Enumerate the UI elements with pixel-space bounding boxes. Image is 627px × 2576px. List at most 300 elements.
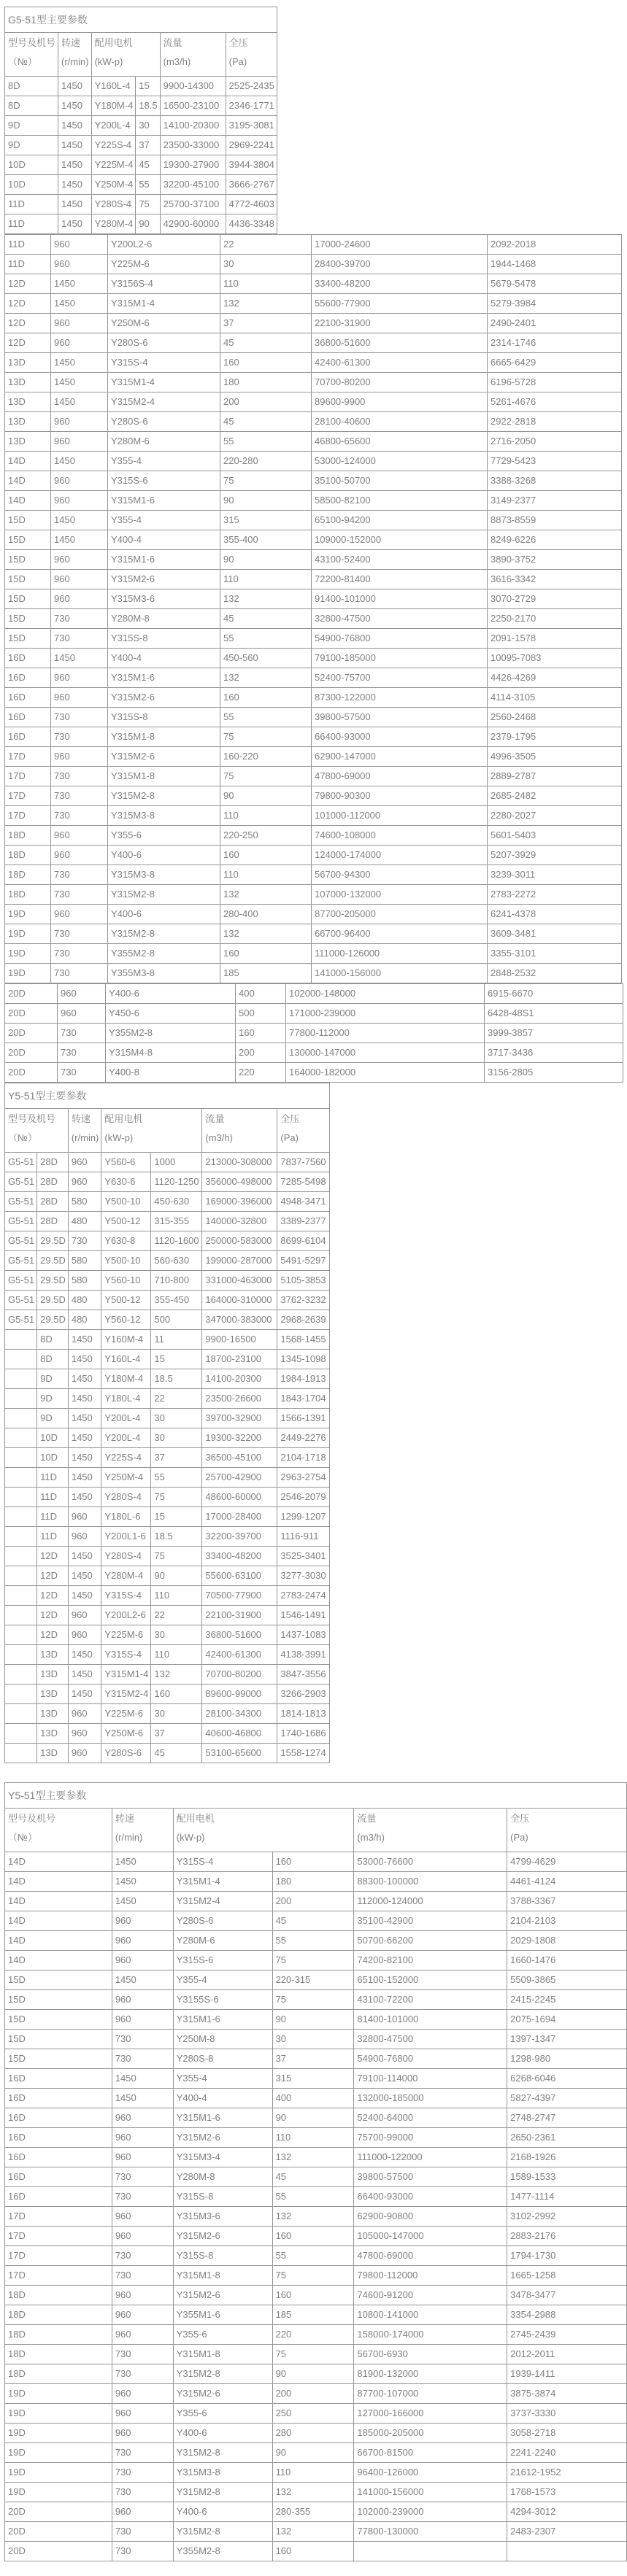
table-cell: 55 [272,2187,354,2207]
table-row [5,964,622,983]
table-row [5,235,622,255]
table-cell: 185000-205000 [354,2424,507,2443]
table-cell: 730 [112,2463,173,2483]
table-cell: 91400-101000 [312,589,488,609]
table-cell: 21612-1952 [507,2463,627,2483]
table-cell: 280-355 [272,2502,354,2522]
table-cell: 1740-1686 [277,1724,330,1744]
table-cell: 12D [5,314,51,333]
table-cell: 62900-90800 [354,2207,507,2227]
table-cell: 730 [112,2364,173,2384]
table-cell: Y250M-4 [101,1468,151,1488]
table-row [5,432,622,452]
table-cell: Y180L-4 [101,1389,151,1409]
table-cell: 4426-4269 [488,668,622,688]
table-cell: 13D [37,1685,69,1704]
table-cell: 14D [5,1892,112,1911]
table-cell: 55 [220,708,312,727]
table-cell: 160 [220,353,312,373]
table-cell: 2716-2050 [488,432,622,452]
table-row [5,629,622,649]
table-cell: 1450 [58,155,92,175]
table-cell: Y400-6 [173,2502,272,2522]
table-cell: 8D [5,77,58,96]
table-cell: 2968-2639 [277,1310,330,1330]
table-row [5,786,622,806]
table-cell: 960 [112,2108,173,2128]
table-cell: 2883-2176 [507,2227,627,2246]
table-row [5,550,622,570]
table-cell [5,1625,37,1645]
table-cell: 960 [51,412,108,432]
table-row [5,155,277,175]
table-cell: 185 [220,964,312,983]
table-cell: 8D [37,1350,69,1369]
table-cell: Y200L-4 [91,116,136,136]
table-row [5,1527,330,1547]
table-cell: 6915-6670 [485,984,623,1004]
table-cell: 11D [5,195,58,214]
column-header: 全压 (Pa) [277,1109,330,1153]
table-row [5,2167,627,2187]
table-cell: 52400-75700 [312,668,488,688]
table-cell: 13D [37,1724,69,1744]
table-row [5,747,622,767]
table-cell: 13D [37,1665,69,1685]
table-cell: 2922-2818 [488,412,622,432]
table-cell: 1450 [68,1389,101,1409]
table-row [5,2325,627,2345]
table-cell [5,1547,37,1566]
table-cell: 960 [112,2128,173,2148]
table-row [5,2305,627,2325]
table-cell: 15D [5,1970,112,1990]
table-cell: 4138-3991 [277,1645,330,1665]
table-cell: Y280M-8 [173,2167,272,2187]
table-cell: Y355M1-6 [173,2305,272,2325]
table-cell: 3058-2718 [507,2424,627,2443]
table-cell: 28D [37,1153,69,1172]
table-cell: Y280S-4 [101,1488,151,1507]
table-cell: 730 [112,2246,173,2266]
table-cell: 28100-34300 [202,1704,277,1724]
table-cell: 132 [272,2483,354,2502]
table-cell: Y355-4 [173,2069,272,2089]
table-row [5,1271,330,1291]
table-cell: 4294-3012 [507,2502,627,2522]
table-cell: 200 [220,392,312,412]
column-header: 流量 (m3/h) [354,1809,507,1852]
table-cell: 580 [68,1192,101,1212]
table-cell: 11D [37,1468,69,1488]
table-cell: 3616-3342 [488,570,622,589]
table-cell: 22 [151,1389,202,1409]
table-row [5,1566,330,1586]
table-cell: 1450 [51,452,108,471]
table-cell: 39800-57500 [354,2167,507,2187]
table-cell: 160 [151,1685,202,1704]
table-cell: 132 [151,1665,202,1685]
table-cell: 1665-1258 [507,2266,627,2286]
table-row [5,333,622,353]
table-row [5,885,622,905]
table-row [5,530,622,550]
table-cell: G5-51 [5,1231,37,1251]
table-cell: Y315M3-8 [108,806,220,826]
table-cell: 28400-39700 [312,255,488,274]
table-cell: 16D [5,2069,112,2089]
table-cell: 1984-1913 [277,1369,330,1389]
table-cell: 730 [112,2345,173,2364]
table-cell: Y500-10 [101,1192,151,1212]
table-cell: 42900-60000 [160,214,226,234]
table-cell: 960 [51,826,108,846]
table-row [5,2227,627,2246]
table-cell: 66700-96400 [312,924,488,944]
table-cell: 10D [5,175,58,195]
table-cell: 28D [37,1212,69,1231]
table-cell: 730 [51,708,108,727]
table-cell: 3156-2805 [485,1063,623,1083]
table-cell: 960 [112,2305,173,2325]
table-cell: 1450 [112,1892,173,1911]
table-cell: Y450-6 [106,1004,236,1024]
table-cell: 30 [220,255,312,274]
table-cell: 5279-3984 [488,294,622,314]
table-cell: 960 [68,1606,101,1625]
table-row [5,1251,330,1271]
table-cell: 32800-47500 [312,609,488,629]
table-cell: 14D [5,1852,112,1872]
table-cell: 3788-3367 [507,1892,627,1911]
table-cell: 960 [112,2404,173,2424]
table-cell: 730 [51,924,108,944]
table-cell: 16D [5,2089,112,2108]
table-cell: 960 [112,2010,173,2030]
table-cell: 110 [272,2463,354,2483]
table-row [5,314,622,333]
table-cell: Y200L1-6 [101,1527,151,1547]
table-cell: 169000-396000 [202,1192,277,1212]
table-cell: 23500-33000 [160,136,226,155]
table-row [5,412,622,432]
table-cell: 1450 [112,1852,173,1872]
table-cell: 250 [272,2404,354,2424]
table-cell: 1566-1391 [277,1409,330,1428]
table-cell: 400 [272,2089,354,2108]
table-cell: 2650-2361 [507,2128,627,2148]
table-cell: 2346-1771 [226,96,277,116]
table-row [5,1330,330,1350]
table-row [5,1852,627,1872]
table-cell: 960 [51,688,108,708]
table-cell: 480 [68,1212,101,1231]
table-cell: 132 [272,2522,354,2542]
table-cell: Y630-6 [101,1172,151,1192]
table-cell: 1450 [51,373,108,392]
table-cell: 45 [220,333,312,353]
table-row [5,2010,627,2030]
table-cell: G5-51 [5,1192,37,1212]
table-cell: 347000-383000 [202,1310,277,1330]
table-cell: 960 [112,2384,173,2404]
table-cell: 87700-205000 [312,905,488,924]
table-cell: 45 [272,1911,354,1931]
table-cell: 5827-4397 [507,2089,627,2108]
table-row [5,2108,627,2128]
y5-51-mid-params-table [4,1083,330,1763]
table-cell: 3239-3011 [488,865,622,885]
table-cell: 1450 [51,392,108,412]
table-cell: 19D [5,2424,112,2443]
table-cell [354,2542,507,2561]
table-cell [5,1685,37,1704]
table-cell: 10D [37,1448,69,1468]
table-row [5,2463,627,2483]
table-cell: 5491-5297 [277,1251,330,1271]
table-cell: 10800-141000 [354,2305,507,2325]
table-cell: 450-560 [220,649,312,668]
table-cell: 79800-112000 [354,2266,507,2286]
table-cell: Y280M-8 [108,609,220,629]
table-cell: 164000-182000 [286,1063,485,1083]
table-cell: 14100-20300 [202,1369,277,1389]
table-cell: Y315M1-6 [108,491,220,511]
table-cell: 730 [58,1063,106,1083]
table-cell: 960 [112,2227,173,2246]
table-cell: 18D [5,2364,112,2384]
table-cell: 75700-99000 [354,2128,507,2148]
table-cell: G5-51 [5,1271,37,1291]
table-cell: 13D [5,412,51,432]
table-row [5,668,622,688]
table-cell: 72200-81400 [312,570,488,589]
table-cell: 111000-126000 [312,944,488,964]
table-cell: 4799-4629 [507,1852,627,1872]
table-row [5,2187,627,2207]
table-cell: Y400-6 [106,984,236,1004]
table-cell: 3389-2377 [277,1212,330,1231]
table-cell: 160 [272,1852,354,1872]
table-cell: Y315S-4 [101,1645,151,1665]
table-row [5,1990,627,2010]
table-title-row [5,7,277,33]
column-header: 全压 (Pa) [226,33,277,77]
table-cell: 8249-6226 [488,530,622,550]
table-cell: 2280-2027 [488,806,622,826]
table-cell: 9D [37,1369,69,1389]
table-cell: 16D [5,668,51,688]
table-cell: 22100-31900 [312,314,488,333]
table-cell: Y315M2-8 [108,885,220,905]
table-cell: 33400-48200 [312,274,488,294]
table-cell: 7729-5423 [488,452,622,471]
table-row [5,1004,623,1024]
table-cell: Y355M2-8 [108,944,220,964]
table-cell: 2104-2103 [507,1911,627,1931]
table-cell: 3266-2903 [277,1685,330,1704]
table-cell: 730 [51,865,108,885]
table-cell: Y180L-6 [101,1507,151,1527]
table-cell: 1450 [68,1448,101,1468]
table-cell: 18D [5,2345,112,2364]
table-row [5,2069,627,2089]
table-cell: Y315M3-6 [173,2207,272,2227]
table-cell [5,1606,37,1625]
table-cell: 55 [220,432,312,452]
table-cell: Y200L2-6 [108,235,220,255]
table-cell: Y280S-6 [108,412,220,432]
table-row [5,2266,627,2286]
table-cell: 102000-239000 [354,2502,507,2522]
table-cell: 55600-77900 [312,294,488,314]
table-cell: 3478-3477 [507,2286,627,2305]
table-cell: 15D [5,2049,112,2069]
table-cell: Y315S-6 [173,1951,272,1970]
table-cell: 960 [112,1951,173,1970]
table-cell: 960 [68,1153,101,1172]
table-cell: 1814-1813 [277,1704,330,1724]
table-cell: Y315M2-8 [173,2443,272,2463]
table-cell: 15 [151,1350,202,1369]
table-cell: 18D [5,2325,112,2345]
table-cell: 9D [37,1389,69,1409]
table-cell: 9D [37,1409,69,1428]
table-cell: Y315M2-4 [101,1685,151,1704]
table-cell: 8D [5,96,58,116]
table-row [5,294,622,314]
table-cell: 15 [136,77,160,96]
table-cell: Y315M2-8 [108,924,220,944]
table-cell: 16500-23100 [160,96,226,116]
table-cell: 11D [5,214,58,234]
table-cell: Y280M-4 [91,214,136,234]
table-row [5,1586,330,1606]
table-cell [5,1645,37,1665]
table-cell: Y315M2-8 [173,2522,272,2542]
table-cell [5,1665,37,1685]
table-cell: 1450 [51,274,108,294]
table-cell: 3875-3874 [507,2384,627,2404]
table-cell: 7837-7560 [277,1153,330,1172]
table-cell: Y3155S-6 [173,1990,272,2010]
column-header: 流量 (m3/h) [202,1109,277,1153]
table-cell: 36800-51600 [202,1625,277,1645]
table-cell: 5105-3853 [277,1271,330,1291]
table-cell: 18D [5,826,51,846]
table-cell: 15D [5,570,51,589]
table-cell [5,1488,37,1507]
table-cell: 960 [68,1527,101,1547]
table-cell: 3762-3232 [277,1291,330,1310]
table-cell: 90 [272,2364,354,2384]
table-cell: 960 [51,432,108,452]
table-cell: 110 [220,865,312,885]
table-cell: 3737-3330 [507,2404,627,2424]
table-cell: 7285-5498 [277,1172,330,1192]
table-cell: Y355-4 [108,511,220,530]
table-cell: Y315M3-8 [173,2463,272,2483]
table-row [5,1369,330,1389]
table-cell: 13D [37,1645,69,1665]
table-cell: Y280M-6 [173,1931,272,1951]
table-cell: Y280S-6 [101,1744,151,1763]
table-cell: 29.5D [37,1310,69,1330]
table-cell: 15D [5,2030,112,2049]
table-cell: 5679-5478 [488,274,622,294]
table-cell: Y355M2-8 [173,2542,272,2561]
table-cell: 90 [272,2443,354,2463]
table-cell: 35100-50700 [312,471,488,491]
table-cell: 4948-3471 [277,1192,330,1212]
table-cell: 22100-31900 [202,1606,277,1625]
table-cell: Y250M-8 [173,2030,272,2049]
table-cell: 200 [272,1892,354,1911]
table-cell: 9900-14300 [160,77,226,96]
table-row [5,1970,627,1990]
table-row [5,373,622,392]
table-cell: Y315M1-8 [108,767,220,786]
table-cell: 220 [236,1063,286,1083]
table-cell: 250000-583000 [202,1231,277,1251]
table-cell: G5-51 [5,1153,37,1172]
table-row [5,1645,330,1665]
table-cell: Y500-12 [101,1212,151,1231]
table-row [5,1024,623,1043]
table-cell: 30 [151,1428,202,1448]
table-row [5,1310,330,1330]
table-cell [5,1369,37,1389]
table-cell: 75 [151,1488,202,1507]
table-cell: 17D [5,2207,112,2227]
table-cell: 39800-57500 [312,708,488,727]
table-cell: 140000-32800 [202,1212,277,1231]
table-cell: 15D [5,589,51,609]
table-cell: 2379-1795 [488,727,622,747]
table-cell: 65100-152000 [354,1970,507,1990]
table-cell: 13D [5,432,51,452]
table-cell: 6241-4378 [488,905,622,924]
table-cell: 35100-42900 [354,1911,507,1931]
table-cell: 130000-147000 [286,1043,485,1063]
table-cell: Y160L-4 [101,1350,151,1369]
table-cell: 1345-1098 [277,1350,330,1369]
table-cell: 160 [220,846,312,865]
table-cell: 37 [220,314,312,333]
table-cell: 18700-23100 [202,1350,277,1369]
table-cell: Y315M1-4 [108,294,220,314]
table-cell: 77800-130000 [354,2522,507,2542]
table-cell: 19D [5,964,51,983]
table-cell: 2241-2240 [507,2443,627,2463]
table-cell: 46800-65600 [312,432,488,452]
table-cell: Y315M2-6 [173,2286,272,2305]
table-cell: 2104-1718 [277,1448,330,1468]
table-title: Y5-51型主要参数 [5,1083,330,1109]
table-cell: 16D [5,2187,112,2207]
table-cell: 5261-4676 [488,392,622,412]
g5-51-continuation-table [4,234,622,983]
table-cell: 132 [272,2148,354,2167]
table-row [5,1488,330,1507]
table-cell: 315-355 [151,1212,202,1231]
table-cell: 13D [37,1704,69,1724]
table-cell: 160-220 [220,747,312,767]
table-cell: 33400-48200 [202,1547,277,1566]
table-cell: 96400-126000 [354,2463,507,2483]
table-cell: 960 [112,1911,173,1931]
table-cell: 1944-1468 [488,255,622,274]
